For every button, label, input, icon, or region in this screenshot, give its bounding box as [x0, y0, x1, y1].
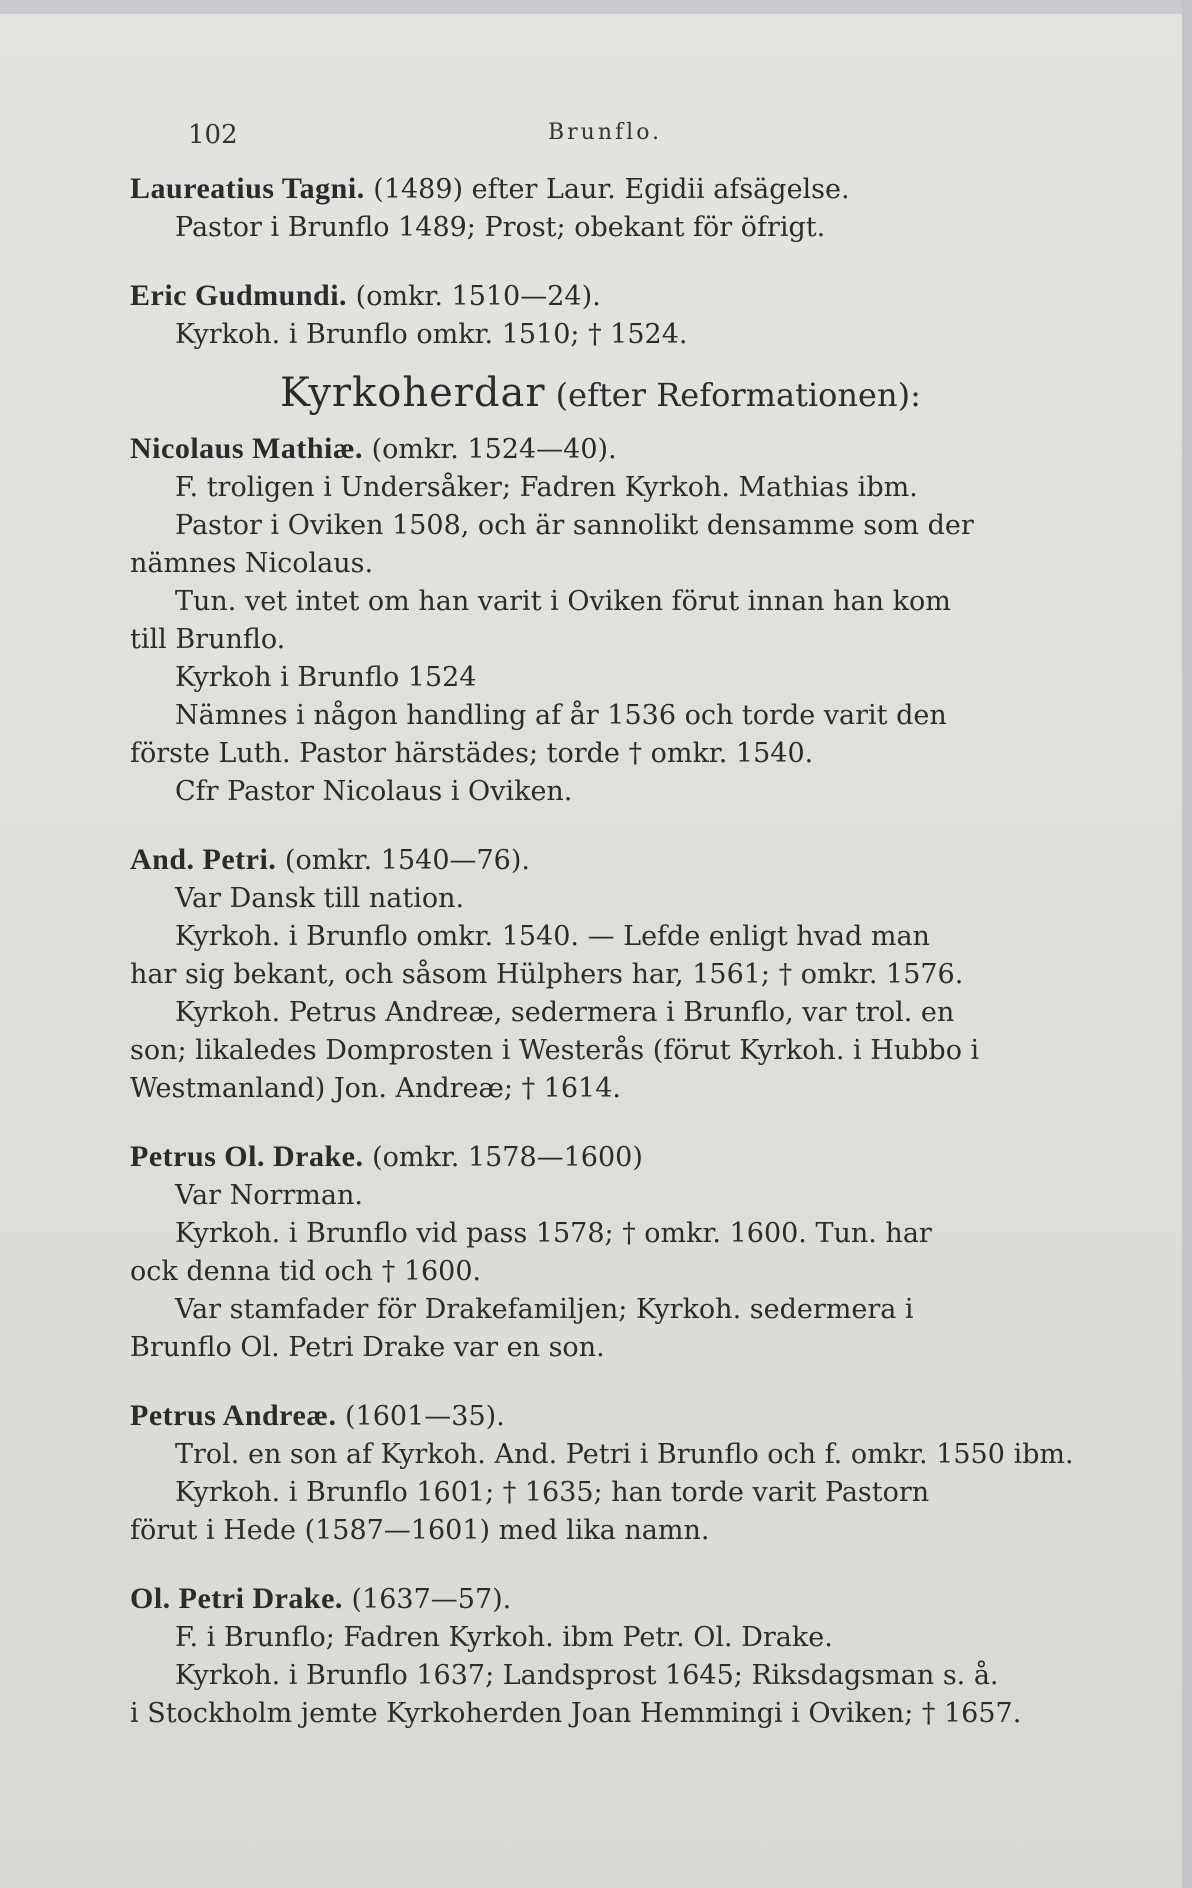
entry: [130, 277, 1070, 354]
entry-line: Kyrkoh. i Brunflo vid pass 1578; † omkr. 1600. Tun. har: [175, 1218, 932, 1249]
entry-line: Westmanland) Jon. Andreæ; † 1614.: [130, 1073, 621, 1104]
entry-line: Var Dansk till nation.: [175, 883, 465, 914]
page-body: [130, 170, 1074, 1733]
entry: [130, 1138, 1070, 1367]
entry-dates: (omkr. 1510—24).: [355, 281, 601, 312]
entry-line: Kyrkoh. Petrus Andreæ, sedermera i Brunflo, var trol. en: [175, 997, 955, 1028]
entry-line: har sig bekant, och såsom Hülphers har, 1561; † omkr. 1576.: [130, 959, 964, 990]
entry-line: Cfr Pastor Nicolaus i Oviken.: [175, 776, 573, 807]
entry-name: Laureatius Tagni.: [130, 172, 365, 205]
entry-line: F. i Brunflo; Fadren Kyrkoh. ibm Petr. Ol. Drake.: [175, 1622, 833, 1653]
entry: [130, 1580, 1070, 1733]
entry-name: And. Petri.: [130, 843, 277, 876]
entry-line: Var stamfader för Drakefamiljen; Kyrkoh. sedermera i: [175, 1294, 914, 1325]
entry-line: Pastor i Brunflo 1489; Prost; obekant för öfrigt.: [175, 212, 826, 243]
entry-name: Ol. Petri Drake.: [130, 1582, 343, 1615]
entry-name: Petrus Andreæ.: [130, 1399, 337, 1432]
entry-line: förste Luth. Pastor härstädes; torde † omkr. 1540.: [130, 738, 814, 769]
running-title: Brunflo.: [548, 120, 663, 145]
entry-line: Nämnes i någon handling af år 1536 och torde varit den: [175, 700, 947, 731]
entry-line: Tun. vet intet om han varit i Oviken förut innan han kom: [175, 586, 951, 617]
entry-dates: (1637—57).: [351, 1584, 512, 1615]
entry-line: till Brunflo.: [130, 624, 286, 655]
entry-line: nämnes Nicolaus.: [130, 548, 374, 579]
entry-line: son; likaledes Domprosten i Westerås (förut Kyrkoh. i Hubbo i: [130, 1035, 980, 1066]
entry: [130, 170, 1070, 247]
scan-edge-right: [1182, 0, 1192, 1888]
entry-line: Kyrkoh. i Brunflo omkr. 1510; † 1524.: [175, 319, 688, 350]
entry-dates: (omkr. 1540—76).: [284, 845, 530, 876]
entry-line: Kyrkoh. i Brunflo omkr. 1540. — Lefde enligt hvad man: [175, 921, 930, 952]
entry-line: förut i Hede (1587—1601) med lika namn.: [130, 1515, 710, 1546]
entry-line: ock denna tid och † 1600.: [130, 1256, 482, 1287]
entry-line: Brunflo Ol. Petri Drake var en son.: [130, 1332, 605, 1363]
entry-line: Trol. en son af Kyrkoh. And. Petri i Brunflo och f. omkr. 1550 ibm.: [175, 1439, 1074, 1470]
entry-line: Kyrkoh. i Brunflo 1601; † 1635; han torde varit Pastorn: [175, 1477, 930, 1508]
entry-dates: (1489) efter Laur. Egidii afsägelse.: [373, 174, 850, 205]
entry: [130, 841, 1070, 1108]
entry-line: F. troligen i Undersåker; Fadren Kyrkoh. Mathias ibm.: [175, 472, 918, 503]
entry-dates: (omkr. 1578—1600): [372, 1142, 643, 1173]
entry-line: Kyrkoh i Brunflo 1524: [175, 662, 477, 693]
entry-line: Var Norrman.: [175, 1180, 363, 1211]
entry-name: Eric Gudmundi.: [130, 279, 348, 312]
entry-dates: (omkr. 1524—40).: [371, 434, 617, 465]
page-header: [188, 116, 1068, 156]
entry-dates: (1601—35).: [345, 1401, 505, 1432]
section-title: Kyrkoherdar: [280, 370, 546, 416]
entry-line: Kyrkoh. i Brunflo 1637; Landsprost 1645; Riksdagsman s. å.: [175, 1660, 999, 1691]
entry-line: i Stockholm jemte Kyrkoherden Joan Hemmingi i Oviken; † 1657.: [130, 1698, 1022, 1729]
scan-edge-top: [0, 0, 1192, 14]
entry-line: Pastor i Oviken 1508, och är sannolikt densamme som der: [175, 510, 974, 541]
section-heading: [130, 370, 1070, 416]
entry: [130, 430, 1070, 811]
entry: [130, 1397, 1074, 1550]
section-subtitle: (efter Reformationen):: [555, 376, 921, 414]
entry-name: Petrus Ol. Drake.: [130, 1140, 364, 1173]
entry-name: Nicolaus Mathiæ.: [130, 432, 363, 465]
page-number: 102: [188, 120, 238, 150]
